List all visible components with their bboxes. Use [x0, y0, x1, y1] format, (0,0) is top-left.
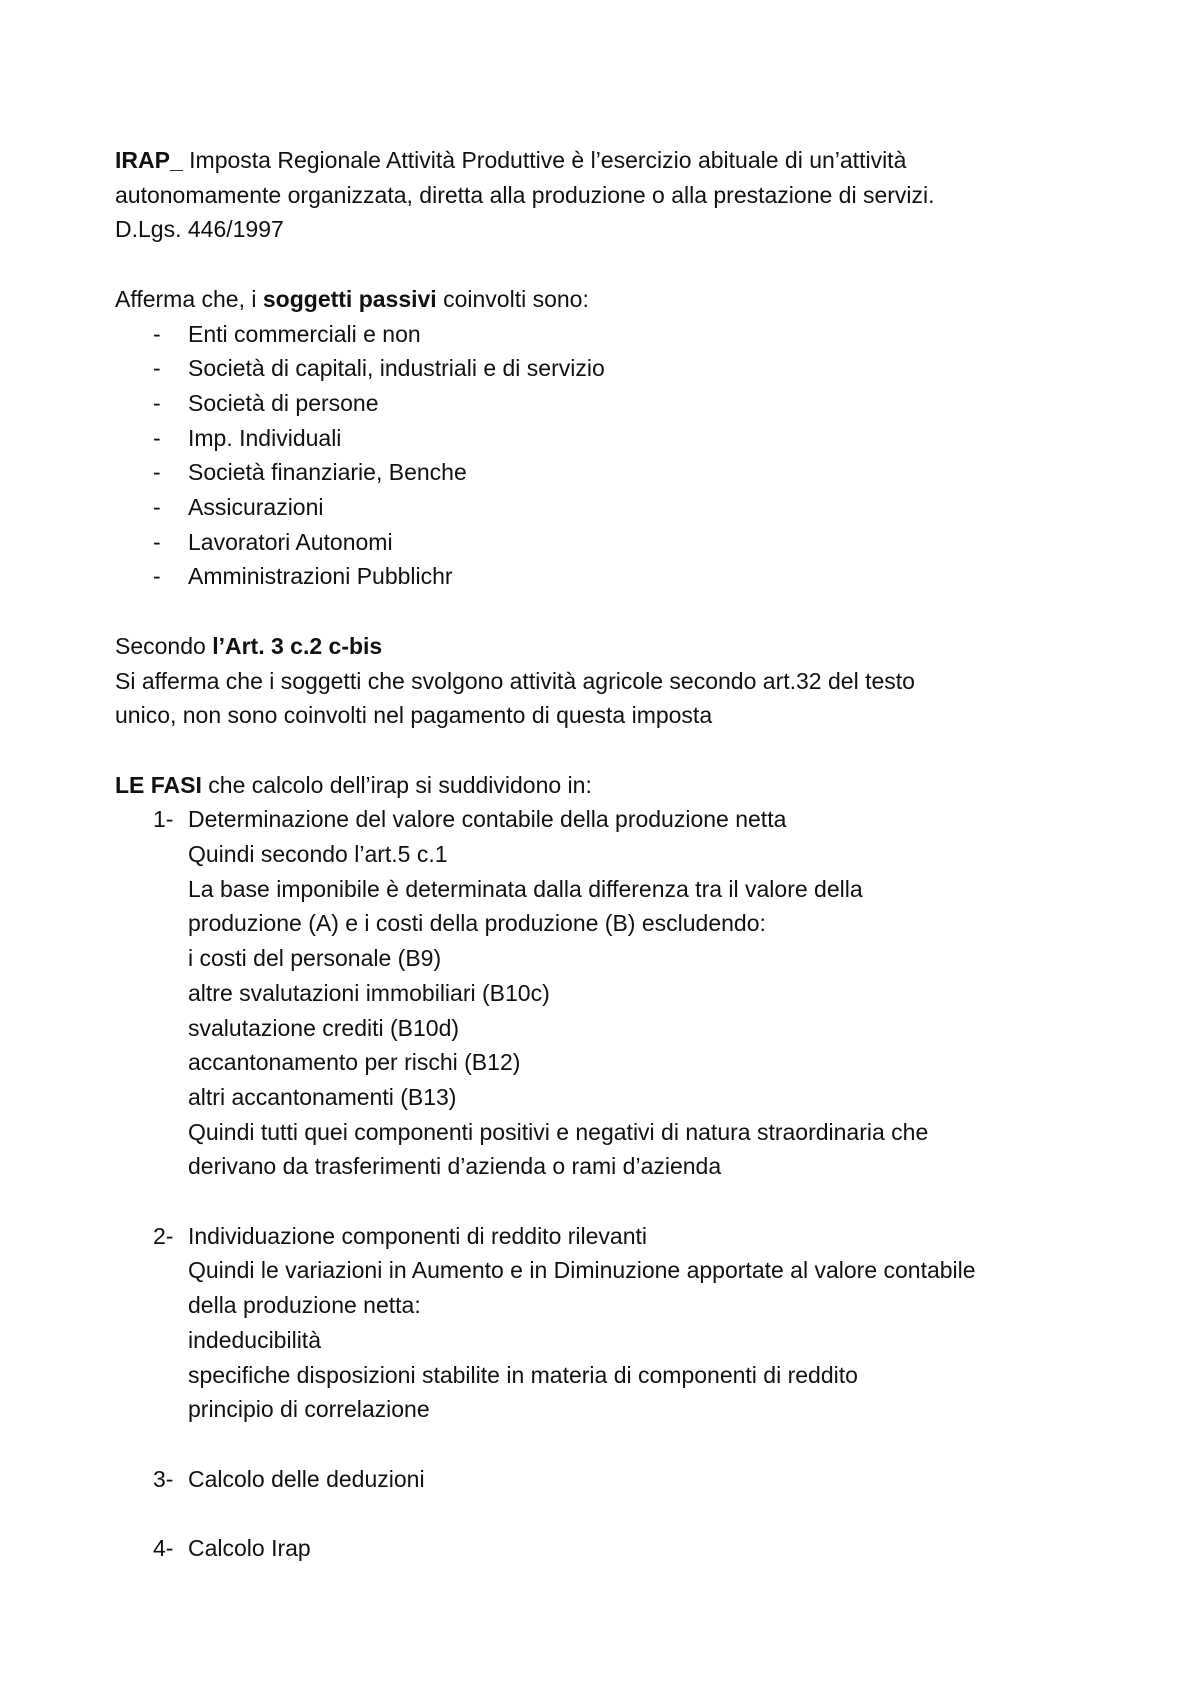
- step-line: Calcolo Irap: [188, 1535, 311, 1562]
- subjects-intro-suffix: coinvolti sono:: [436, 285, 589, 312]
- dash-bullet: -: [153, 424, 161, 451]
- list-item-text: Società finanziarie, Benche: [188, 459, 467, 486]
- spacer: [115, 247, 1115, 282]
- dash-bullet: -: [153, 563, 161, 590]
- step-body: [188, 802, 1115, 1184]
- list-item: [115, 525, 1115, 560]
- subjects-intro: [115, 282, 1115, 317]
- step-line: Quindi tutti quei componenti positivi e negativi di natura straordinaria che: [188, 1118, 929, 1145]
- list-item: [115, 421, 1115, 456]
- step-number: 2-: [153, 1222, 174, 1249]
- step-line: i costi del personale (B9): [188, 945, 442, 972]
- intro-line-1-text: Imposta Regionale Attività Produttive è l’esercizio abituale di un’attività: [182, 147, 907, 173]
- step-line: Quindi le variazioni in Aumento e in Diminuzione apportate al valore contabile: [188, 1257, 976, 1284]
- phases-intro-text: che calcolo dell’irap si suddividono in:: [201, 771, 592, 798]
- list-item-text: Enti commerciali e non: [188, 320, 421, 347]
- step-number: 3-: [153, 1465, 174, 1492]
- step-line: Calcolo delle deduzioni: [188, 1465, 425, 1492]
- spacer: [115, 1184, 1115, 1219]
- step-line: principio di correlazione: [188, 1396, 430, 1423]
- step-line: svalutazione crediti (B10d): [188, 1014, 460, 1041]
- list-item-text: Amministrazioni Pubblichr: [188, 563, 453, 590]
- spacer: [115, 1496, 1115, 1531]
- spacer: [115, 1427, 1115, 1462]
- subjects-intro-bold: soggetti passivi: [262, 285, 437, 312]
- dash-bullet: -: [153, 494, 161, 521]
- list-item-text: Imp. Individuali: [188, 424, 342, 451]
- step-body: [188, 1219, 1115, 1427]
- subjects-list: [115, 317, 1115, 595]
- step-line: Determinazione del valore contabile della produzione netta: [188, 806, 787, 833]
- phase-step-2: [115, 1219, 1115, 1427]
- intro-line-3: D.Lgs. 446/1997: [115, 216, 284, 243]
- article-line-3: unico, non sono coinvolti nel pagamento di questa imposta: [115, 702, 713, 729]
- dash-bullet: -: [153, 355, 161, 382]
- article-line-2: Si afferma che i soggetti che svolgono attività agricole secondo art.32 del testo: [115, 667, 915, 694]
- phase-step-3: [115, 1462, 1115, 1497]
- step-line: La base imponibile è determinata dalla differenza tra il valore della: [188, 875, 863, 902]
- article-heading: [115, 629, 1115, 664]
- step-line: altre svalutazioni immobiliari (B10c): [188, 979, 550, 1006]
- list-item-text: Società di capitali, industriali e di servizio: [188, 355, 605, 382]
- article-prefix: Secondo: [115, 632, 213, 659]
- step-body: [188, 1462, 1115, 1497]
- irap-label: IRAP_: [115, 147, 183, 173]
- step-line: derivano da trasferimenti d’azienda o rami d’azienda: [188, 1153, 722, 1180]
- phases-intro: [115, 768, 1115, 803]
- spacer: [115, 594, 1115, 629]
- step-line: indeducibilità: [188, 1326, 321, 1353]
- step-line: Quindi secondo l’art.5 c.1: [188, 841, 448, 868]
- list-item: [115, 490, 1115, 525]
- list-item-text: Lavoratori Autonomi: [188, 528, 393, 555]
- step-line: Individuazione componenti di reddito rilevanti: [188, 1222, 648, 1249]
- intro-line-2: autonomamente organizzata, diretta alla produzione o alla prestazione di servizi.: [115, 181, 935, 208]
- step-body: [188, 1531, 1115, 1566]
- step-number: 1-: [153, 806, 174, 833]
- dash-bullet: -: [153, 320, 161, 347]
- dash-bullet: -: [153, 459, 161, 486]
- step-line: specifiche disposizioni stabilite in materia di componenti di reddito: [188, 1361, 858, 1388]
- step-line: della produzione netta:: [188, 1292, 421, 1319]
- list-item: [115, 455, 1115, 490]
- intro-line-1: [115, 143, 1115, 178]
- list-item: [115, 386, 1115, 421]
- document-body: [115, 143, 1115, 1566]
- dash-bullet: -: [153, 528, 161, 555]
- step-line: accantonamento per rischi (B12): [188, 1049, 521, 1076]
- list-item: [115, 559, 1115, 594]
- article-reference: l’Art. 3 c.2 c-bis: [212, 632, 383, 659]
- step-line: produzione (A) e i costi della produzione (B) escludendo:: [188, 910, 766, 937]
- step-line: altri accantonamenti (B13): [188, 1083, 457, 1110]
- list-item: [115, 317, 1115, 352]
- list-item-text: Assicurazioni: [188, 494, 324, 521]
- dash-bullet: -: [153, 389, 161, 416]
- phase-step-1: [115, 802, 1115, 1184]
- list-item-text: Società di persone: [188, 389, 379, 416]
- phase-step-4: [115, 1531, 1115, 1566]
- step-number: 4-: [153, 1535, 174, 1562]
- list-item: [115, 351, 1115, 386]
- phases-intro-bold: LE FASI: [115, 771, 202, 798]
- subjects-intro-prefix: Afferma che, i: [115, 285, 263, 312]
- spacer: [115, 733, 1115, 768]
